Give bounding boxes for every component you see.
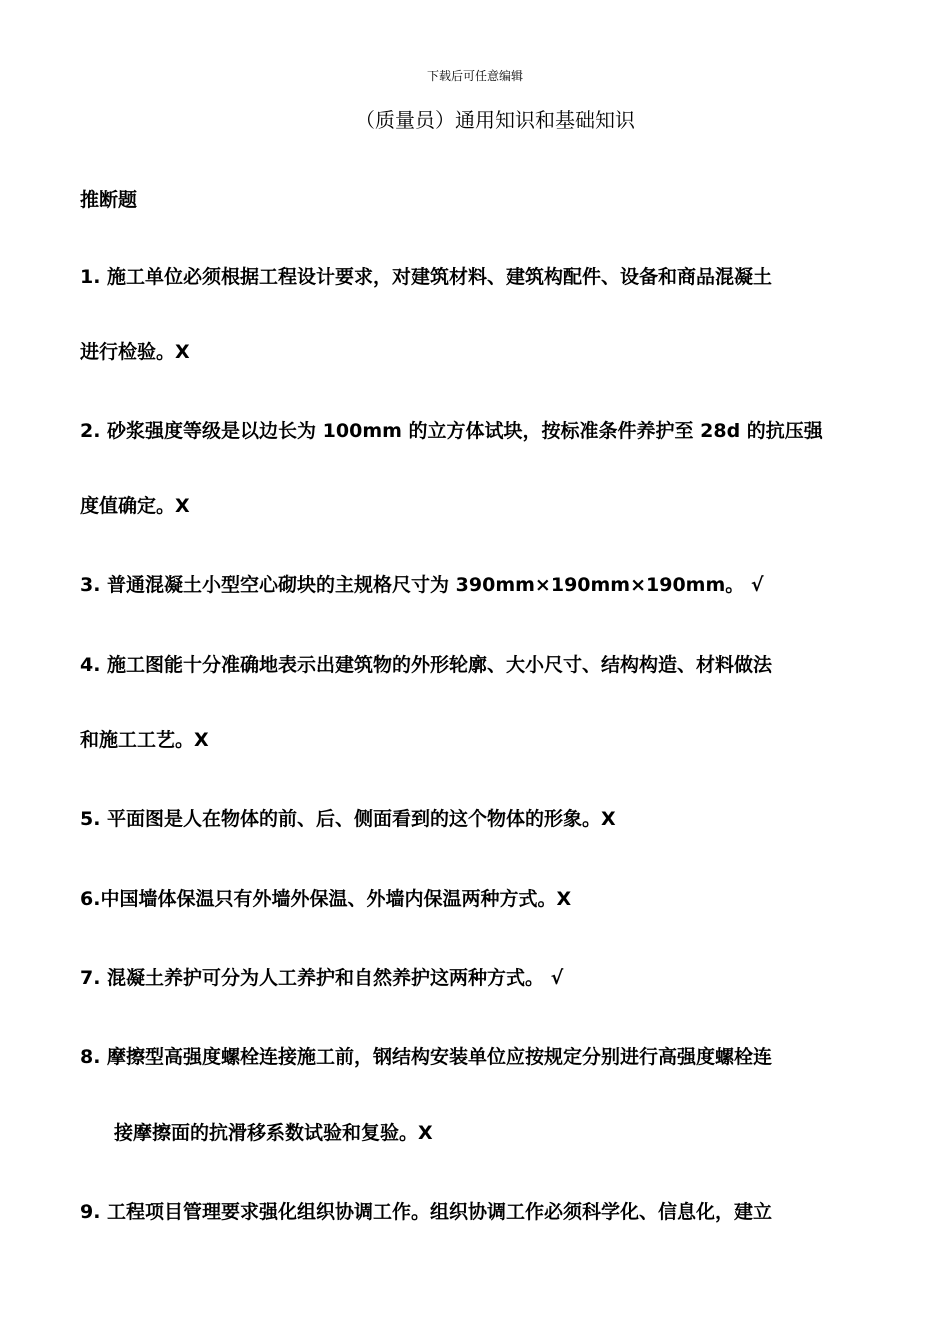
question-1-line-1: 1. 施工单位必须根据工程设计要求，对建筑材料、建筑构配件、设备和商品混凝土 <box>80 266 773 288</box>
page-header-note: 下载后可任意编辑 <box>426 69 523 83</box>
question-6-line-1: 6.中国墙体保温只有外墙外保温、外墙内保温两种方式。X <box>80 888 572 910</box>
section-heading: 推断题 <box>80 189 138 211</box>
question-9-line-1: 9. 工程项目管理要求强化组织协调工作。组织协调工作必须科学化、信息化，建立 <box>80 1201 773 1223</box>
question-2-line-2: 度值确定。X <box>80 495 190 517</box>
question-5-line-1: 5. 平面图是人在物体的前、后、侧面看到的这个物体的形象。X <box>80 808 616 830</box>
question-2-line-1: 2. 砂浆强度等级是以边长为 100mm 的立方体试块，按标准条件养护至 28d 的抗压强 <box>80 420 823 442</box>
question-3-line-1: 3. 普通混凝土小型空心砌块的主规格尺寸为 390mm×190mm×190mm。 √ <box>80 574 764 596</box>
question-4-line-1: 4. 施工图能十分准确地表示出建筑物的外形轮廓、大小尺寸、结构构造、材料做法 <box>80 654 773 676</box>
question-8-line-1: 8. 摩擦型高强度螺栓连接施工前，钢结构安装单位应按规定分别进行高强度螺栓连 <box>80 1046 773 1068</box>
question-8-line-2: 接摩擦面的抗滑移系数试验和复验。X <box>114 1122 433 1144</box>
question-7-line-1: 7. 混凝土养护可分为人工养护和自然养护这两种方式。 √ <box>80 967 564 989</box>
question-1-line-2: 进行检验。X <box>80 341 190 363</box>
question-4-line-2: 和施工工艺。X <box>80 729 209 751</box>
document-title: （质量员）通用知识和基础知识 <box>355 108 635 132</box>
